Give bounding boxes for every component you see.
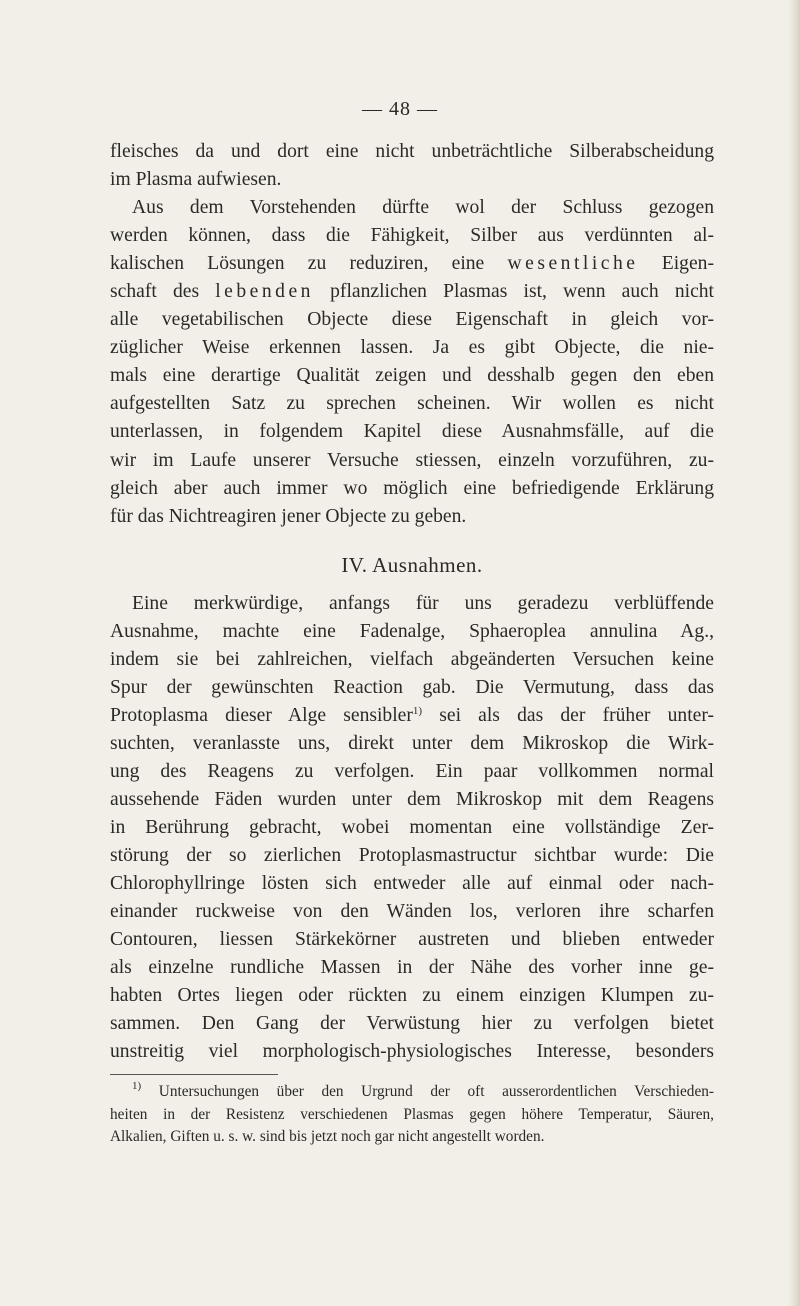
page-number: — 48 — (362, 98, 438, 120)
text-line: als einzelne rundliche Massen in der Nähe des vorher inne ge- (110, 957, 714, 979)
text-line: Ausnahme, machte eine Fadenalge, Sphaeroplea annulina Ag., (110, 620, 714, 642)
page-body (110, 138, 714, 1149)
text-line: aussehende Fäden wurden unter dem Mikroskop mit dem Reagens (110, 788, 714, 810)
section-heading: IV. Ausnahmen. (341, 552, 483, 577)
text-line: aufgestellten Satz zu sprechen scheinen. Wir wollen es nicht (110, 393, 714, 415)
text-line: kalischen Lösungen zu reduziren, eine wesentliche Eigen- (110, 253, 714, 275)
footnote-mark: 1) (132, 1080, 142, 1093)
text-line: einander ruckweise von den Wänden los, verloren ihre scharfen (110, 901, 714, 923)
footnote-line: Alkalien, Giften u. s. w. sind bis jetzt noch gar nicht angestellt worden. (110, 1128, 545, 1146)
text-line: wir im Laufe unserer Versuche stiessen, einzeln vorzuführen, zu- (110, 449, 714, 471)
text-line: störung der so zierlichen Protoplasmastructur sichtbar wurde: Die (110, 845, 714, 867)
text-line: Spur der gewünschten Reaction gab. Die Vermutung, dass das (110, 676, 714, 698)
footnote-line: heiten in der Resistenz verschiedenen Plasmas gegen höhere Temperatur, Säuren, (110, 1105, 714, 1123)
footnote-line: $^{1)}$ Untersuchungen über den Urgrund der oft ausserordentlichen Verschieden- (132, 1080, 714, 1101)
text-line: unstreitig viel morphologisch-physiologisches Interesse, besonders (110, 1041, 714, 1063)
text-line: in Berührung gebracht, wobei momentan eine vollständige Zer- (110, 817, 714, 839)
text-line: gleich aber auch immer wo möglich eine befriedigende Erklärung (110, 477, 714, 499)
text-line: unterlassen, in folgendem Kapitel diese Ausnahmsfälle, auf die (110, 421, 714, 443)
emphasized-word: wesentliche (507, 253, 639, 275)
text-line: mals eine derartige Qualität zeigen und desshalb gegen den eben (110, 365, 714, 387)
text-line: fleisches da und dort eine nicht unbeträchtliche Silberabscheidung (110, 141, 714, 162)
footnote-divider (110, 1074, 278, 1075)
text-line: ung des Reagens zu verfolgen. Ein paar vollkommen normal (110, 760, 714, 782)
emphasized-word: lebenden (215, 281, 314, 303)
paragraph-exceptions (110, 590, 714, 1067)
footnote-reference: 1) (412, 704, 423, 717)
text-line: Contouren, liessen Stärkekörner austreten und blieben entweder (110, 929, 714, 951)
text-line: züglicher Weise erkennen lassen. Ja es gibt Objecte, die nie- (110, 337, 714, 359)
text-line: Chlorophyllringe lösten sich entweder alle auf einmal oder nach- (110, 873, 714, 895)
text-line: alle vegetabilischen Objecte diese Eigenschaft in gleich vor- (110, 309, 714, 331)
text-line: suchten, veranlasste uns, direkt unter dem Mikroskop die Wirk- (110, 732, 714, 754)
text-line: indem sie bei zahlreichen, vielfach abgeänderten Versuchen keine (110, 648, 714, 670)
text-line: im Plasma aufwiesen. (110, 169, 282, 191)
text-line: für das Nichtreagiren jener Objecte zu geben. (110, 505, 467, 527)
text-line: habten Ortes liegen oder rückten zu einem einzigen Klumpen zu- (110, 985, 714, 1007)
text-line: schaft des lebenden pflanzlichen Plasmas ist, wenn auch nicht (110, 281, 715, 303)
paragraph-conclusion (110, 194, 714, 531)
footnote (110, 1081, 714, 1149)
text-line: sammen. Den Gang der Verwüstung hier zu verfolgen bietet (110, 1013, 714, 1035)
text-line: werden können, dass die Fähigkeit, Silber aus verdünnten al- (110, 225, 714, 247)
text-line: Protoplasma dieser Alge sensibler$^{1)}$ sei als das der früher unter- (110, 704, 714, 726)
paragraph-continued (110, 138, 714, 194)
text-line: Aus dem Vorstehenden dürfte wol der Schluss gezogen (132, 197, 714, 219)
text-line: Eine merkwürdige, anfangs für uns geradezu verblüffende (132, 592, 714, 614)
page-edge-shadow (788, 0, 800, 1306)
